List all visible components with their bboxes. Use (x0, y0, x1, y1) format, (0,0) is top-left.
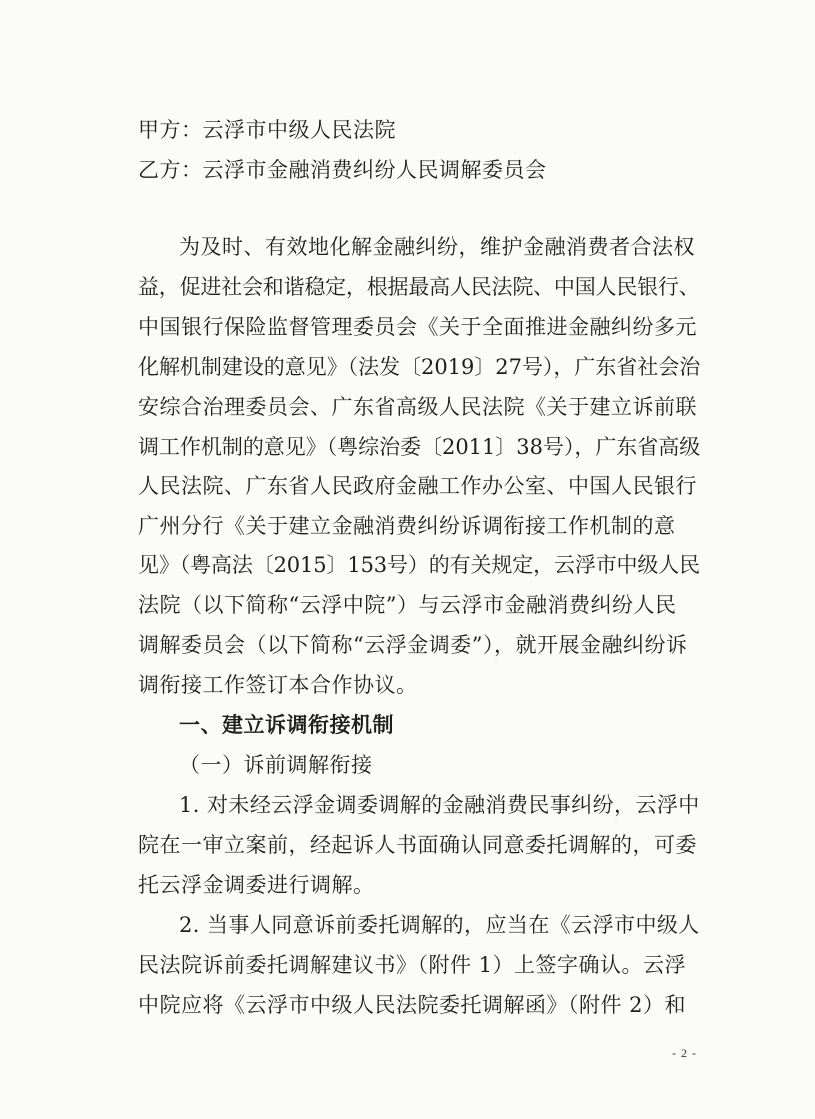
text-line: 广州分行《关于建立金融消费纠纷诉调衔接工作机制的意 (138, 514, 676, 538)
text-line: 1. 对未经云浮金调委调解的金融消费民事纠纷，云浮中 (179, 793, 700, 817)
text-line: 民法院诉前委托调解建议书》（附件 1）上签字确认。云浮 (138, 953, 687, 977)
text-line: 法院（以下简称“云浮中院”）与云浮市金融消费纠纷人民 (138, 593, 677, 617)
text-line: 调工作机制的意见》（粤综治委〔2011〕38号），广东省高级 (138, 435, 701, 459)
party-a: 甲方：云浮市中级人民法院 (138, 118, 396, 142)
page-number: - 2 - (672, 1046, 697, 1060)
subsection-heading: （一）诉前调解衔接 (179, 753, 373, 777)
text-line: 中国银行保险监督管理委员会《关于全面推进金融纠纷多元 (138, 315, 697, 339)
text-line: 安综合治理委员会、广东省高级人民法院《关于建立诉前联 (138, 395, 697, 419)
text-line: 为及时、有效地化解金融纠纷，维护金融消费者合法权 (179, 235, 695, 259)
text-line: 托云浮金调委进行调解。 (138, 873, 375, 897)
text-line: 院在一审立案前，经起诉人书面确认同意委托调解的，可委 (138, 833, 697, 857)
text-line: 调衔接工作签订本合作协议。 (138, 673, 418, 697)
text-line: 见》（粤高法〔2015〕153号）的有关规定，云浮市中级人民 (138, 553, 701, 577)
text-line: 益，促进社会和谐稳定，根据最高人民法院、中国人民银行、 (138, 275, 700, 299)
text-line: 化解机制建设的意见》（法发〔2019〕27号），广东省社会治 (138, 355, 701, 379)
section-heading: 一、建立诉调衔接机制 (179, 713, 394, 737)
text-line: 2. 当事人同意诉前委托调解的，应当在《云浮市中级人 (179, 913, 700, 937)
text-line: 人民法院、广东省人民政府金融工作办公室、中国人民银行 (138, 474, 697, 498)
party-b: 乙方：云浮市金融消费纠纷人民调解委员会 (138, 158, 547, 182)
text-line: 中院应将《云浮市中级人民法院委托调解函》（附件 2）和 (138, 993, 687, 1017)
text-line: 调解委员会（以下简称“云浮金调委”），就开展金融纠纷诉 (138, 633, 688, 657)
